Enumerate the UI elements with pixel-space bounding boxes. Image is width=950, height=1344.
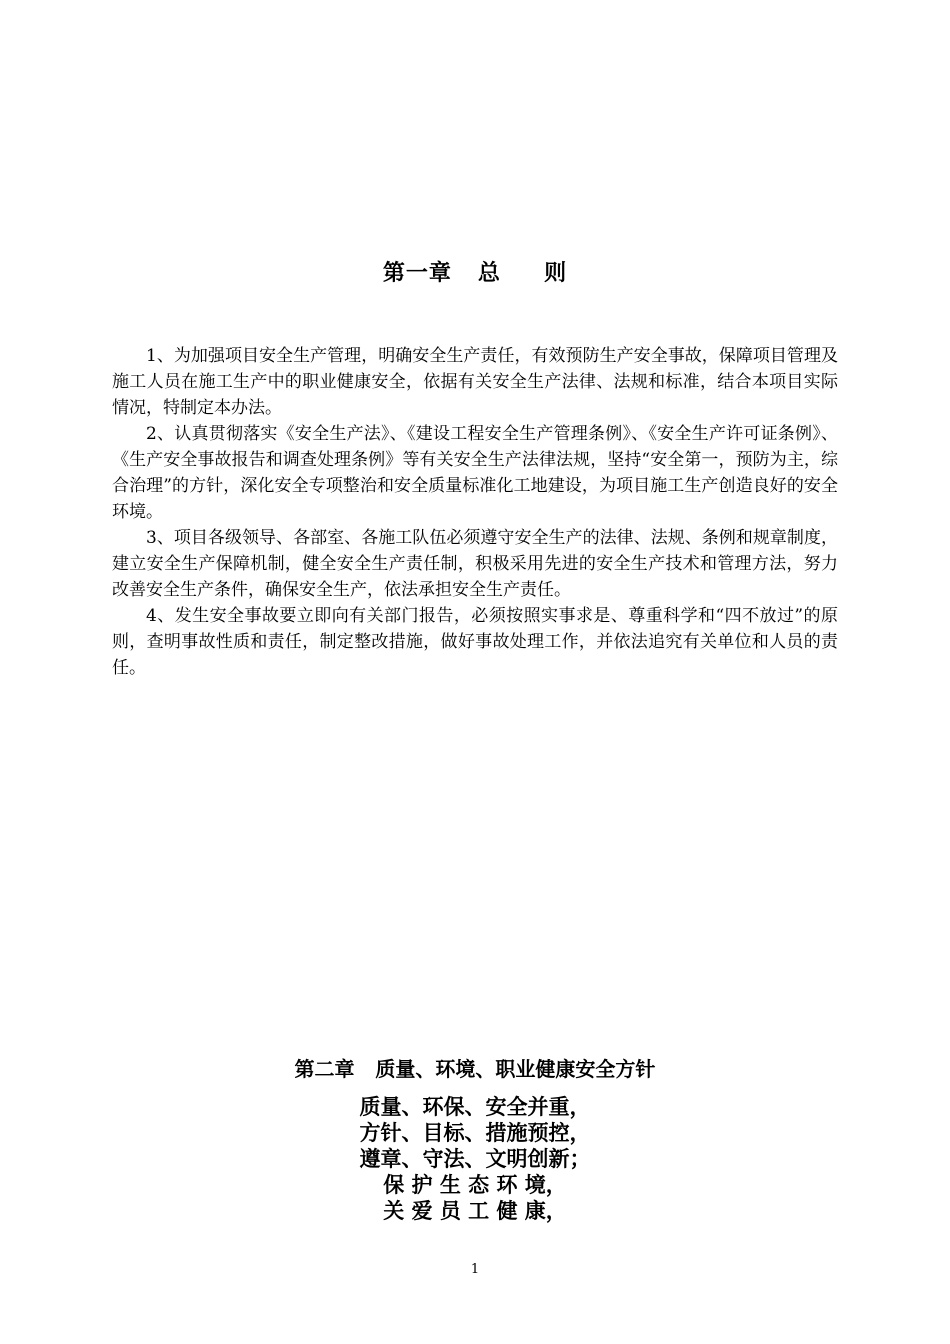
chapter1-body	[112, 343, 838, 681]
chapter1-title: 第一章 总 则	[382, 261, 568, 286]
page-number: 1	[470, 1262, 480, 1277]
chapter2-title: 第二章 质量、环境、职业健康安全方针	[294, 1057, 656, 1081]
chapter1-paragraph: 3、项目各级领导、各部室、各施工队伍必须遵守安全生产的法律、法规、条例和规章制度，建立安全生产保障机制，健全安全生产责任制，积极采用先进的安全生产技术和管理方法，努力改善安全生产条件，确保安全生产，依法承担安全生产责任。	[112, 528, 838, 600]
chapter1-paragraph: 1、为加强项目安全生产管理，明确安全生产责任，有效预防生产安全事故，保障项目管理及施工人员在施工生产中的职业健康安全，依据有关安全生产法律、法规和标准，结合本项目实际情况，特制定本办法。	[112, 346, 838, 418]
policy-line: 保 护 生 态 环 境，	[383, 1172, 567, 1197]
policy-line: 方针、目标、措施预控，	[359, 1120, 591, 1145]
policy-line: 遵章、守法、文明创新；	[359, 1146, 591, 1171]
policy-statement	[0, 1094, 950, 1224]
chapter1-paragraph: 4、发生安全事故要立即向有关部门报告，必须按照实事求是、尊重科学和“四不放过”的原则，查明事故性质和责任，制定整改措施，做好事故处理工作，并依法追究有关单位和人员的责任。	[112, 606, 838, 678]
policy-line: 关 爱 员 工 健 康，	[383, 1198, 567, 1223]
chapter1-paragraph: 2、认真贯彻落实《安全生产法》、《建设工程安全生产管理条例》、《安全生产许可证条例》、《生产安全事故报告和调查处理条例》等有关安全生产法律法规，坚持“安全第一，预防为主，综合治理”的方针，深化安全专项整治和安全质量标准化工地建设，为项目施工生产创造良好的安全环境。	[112, 424, 838, 522]
policy-line: 质量、环保、安全并重，	[359, 1094, 591, 1119]
